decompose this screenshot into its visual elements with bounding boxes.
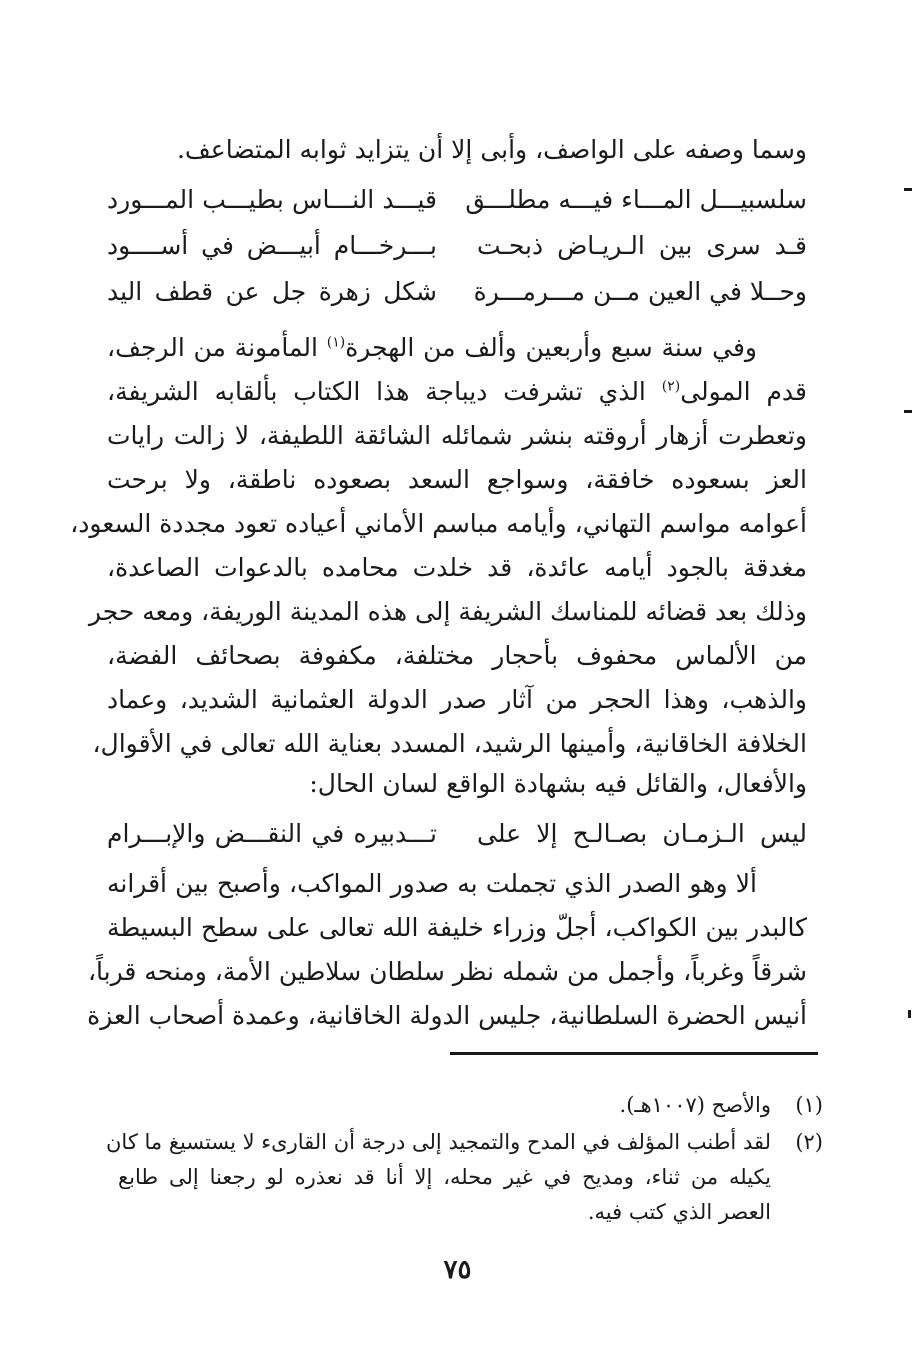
paragraph-line: كالبدر بين الكواكب، أجلّ وزراء خليفة الله تعالى على سطح البسيطة — [107, 913, 807, 942]
verse-hemistich-left: بـــرخـــام أبيـــض في أســــود — [107, 231, 437, 260]
verse-hemistich-left: شكل زهرة جل عن قطف اليد — [107, 277, 437, 306]
paragraph-line: مغدقة بالجود أيامه عائدة، قد خلدت محامده بالدعوات الصاعدة، — [107, 553, 807, 582]
footnote-separator — [450, 1052, 818, 1055]
margin-mark — [904, 188, 912, 191]
footnote-ref-1: (١) — [326, 334, 346, 351]
verse-line-2 — [107, 224, 807, 268]
verse-hemistich-left: تـــدبيره في النقـــض والإبـــرام — [107, 819, 437, 848]
verse-hemistich-right: قـد سرى بين الـريـاض ذبحـت — [477, 231, 807, 260]
opening-line: وسما وصفه على الواصف، وأبى إلا أن يتزايد ثوابه المتضاعف. — [176, 135, 807, 164]
paragraph-line: وذلك بعد قضائه للمناسك الشريفة إلى هذه المدينة الوريفة، ومعه حجر — [88, 597, 807, 626]
paragraph-line: أعوامه مواسم التهاني، وأيامه مباسم الأماني أعياده تعود مجددة السعود، — [70, 509, 807, 538]
verse-hemistich-left: قيـــد النـــاس بطيـــب المـــورد — [107, 185, 437, 214]
verse-hemistich-right: ليس الـزمـان بصـالـح إلا على — [477, 819, 807, 848]
paragraph-line: قدم المولى$^{(٢)}$ الذي تشرفت ديباجة هذا الكتاب بألقابه الشريفة، — [107, 377, 807, 406]
paragraph-line: العز بسعوده خافقة، وسواجع السعد بصعوده ناطقة، ولا برحت — [107, 465, 807, 494]
footnote-text: لقد أطنب المؤلف في المدح والتمجيد إلى درجة أن القارىء لا يستسيغ ما كان — [106, 1130, 771, 1154]
paragraph-line: والأفعال، والقائل فيه بشهادة الواقع لسان الحال: — [309, 769, 807, 798]
footnote-number: (١) — [795, 1093, 823, 1117]
paragraph-line: وفي سنة سبع وأربعين وألف من الهجرة$^{(١)}$ المأمونة من الرجف، — [107, 333, 757, 362]
margin-mark — [904, 410, 912, 413]
footnote-ref-2: (٢) — [661, 378, 681, 395]
verse-line-1 — [107, 178, 807, 222]
single-verse — [107, 812, 807, 856]
paragraph-line: الخلافة الخاقانية، وأمينها الرشيد، المسدد بعناية الله تعالى في الأقوال، — [92, 729, 807, 758]
paragraph-line: من الألماس محفوف بأحجار مختلفة، مكفوفة بصحائف الفضة، — [107, 641, 807, 670]
paragraph-line: ألا وهو الصدر الذي تجملت به صدور المواكب، وأصبح بين أقرانه — [107, 869, 757, 898]
footnote-text: والأصح (١٠٠٧هـ). — [619, 1093, 771, 1117]
verse-hemistich-right: وحــلا في العين مــن مـــرمـــرة — [473, 277, 807, 306]
paragraph-line: وتعطرت أزهار أروقته بنشر شمائله الشائقة اللطيفة، لا زالت رايات — [107, 421, 807, 450]
paragraph-line: شرقاً وغرباً، وأجمل من شمله نظر سلطان سلاطين الأمة، ومنحه قرباً، — [87, 957, 807, 986]
paragraph-line: والذهب، وهذا الحجر من آثار صدر الدولة العثمانية الشديد، وعماد — [107, 685, 807, 714]
footnote-text: العصر الذي كتب فيه. — [587, 1200, 771, 1224]
margin-mark — [908, 1010, 911, 1018]
footnote-text: يكيله من ثناء، ومديح في غير محله، إلا أنا قد نعذره لو رجعنا إلى طابع — [118, 1165, 771, 1189]
verse-hemistich-right: سلسبيـــل المـــاء فيـــه مطلـــق — [465, 185, 807, 214]
page-number: ٧٥ — [443, 1255, 472, 1285]
paragraph-line: أنيس الحضرة السلطانية، جليس الدولة الخاقانية، وعمدة أصحاب العزة — [87, 1001, 807, 1030]
footnote-number: (٢) — [795, 1130, 823, 1154]
verse-line-3 — [107, 270, 807, 314]
